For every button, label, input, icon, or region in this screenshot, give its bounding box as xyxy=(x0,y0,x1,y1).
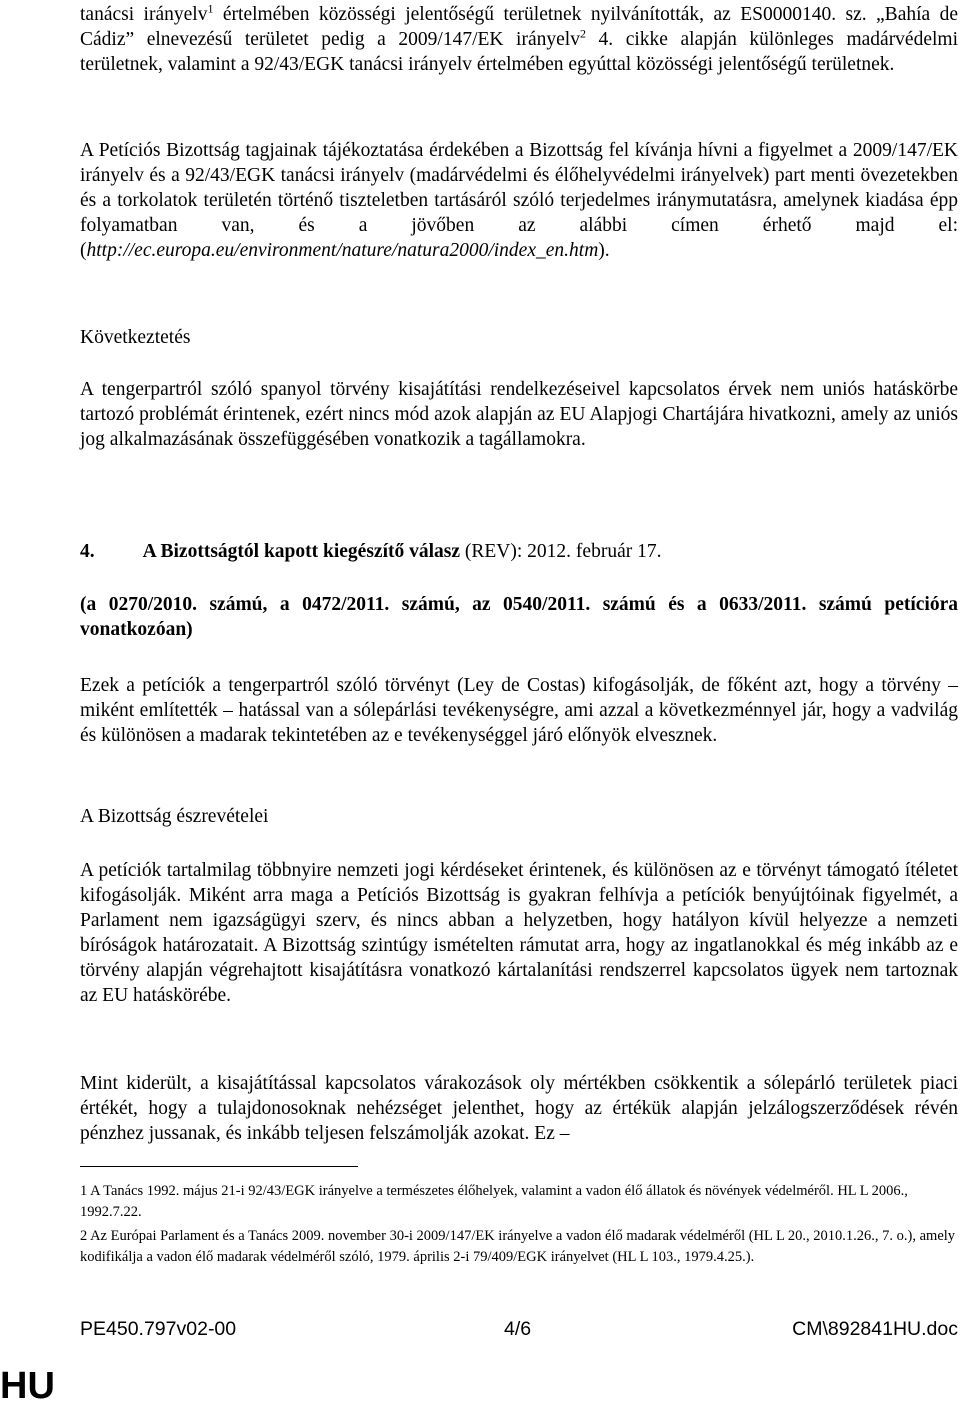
footer-page-number: 4/6 xyxy=(504,1318,532,1340)
paragraph-4 xyxy=(80,673,958,748)
p5-text: A petíciók tartalmilag többnyire nemzeti jogi kérdéseket érintenek, és különösen az e törvényt támogató ítéletet kifogásolják. Miként arra maga a Petíciós Bizottság is gyakran felhívja a petíciók benyújtóinak figyelmét, a Parlament nem igazságügyi szerv, és nincs abban a helyzetben, hogy hatályon kívül helyezze a nemzeti bíróságok határozatait. A Bizottság szintúgy ismételten rámutat arra, hogy az ingatlanokkal és még inkább az e törvény alapján végrehajtott kisajátításra vonatkozó kártalanítási rendszerrel kapcsolatos ügyek nem tartoznak az EU hatáskörébe. xyxy=(80,860,958,1006)
footnote-separator xyxy=(80,1166,358,1167)
paragraph-1 xyxy=(80,2,958,77)
section-number: 4. xyxy=(80,541,95,562)
section-4-subtitle xyxy=(80,592,958,642)
footnote-2: 2 Az Európai Parlament és a Tanács 2009. november 30-i 2009/147/EK irányelve a vadon élő madarak védelméről (HL L 20., 2010.1.26., 7. o.), amely kodifikálja a vadon élő madarak védelméről szóló, 1979. április 2-i 79/409/EGK irányelvet (HL L 103., 1979.4.25.). xyxy=(80,1228,956,1265)
footer-file-name: CM\892841HU.doc xyxy=(792,1318,958,1340)
section-date: (REV): 2012. február 17. xyxy=(460,541,662,562)
natura2000-link[interactable]: http://ec.europa.eu/environment/nature/natura2000/index_en.htm xyxy=(86,240,599,261)
p1-text-a: tanácsi irányelv xyxy=(80,4,208,25)
p1-text-c: 4. cikke alapján különleges madárvédelmi területnek, valamint a 92/43/EGK tanácsi irányelv értelmében egyúttal közösségi jelentőségű területnek. xyxy=(80,29,958,75)
language-code: HU xyxy=(0,1365,55,1407)
footnote-ref-1[interactable]: 1 xyxy=(207,1,214,16)
p6-text: Mint kiderült, a kisajátítással kapcsolatos várakozások oly mértékben csökkentik a sólepárló területek piaci értékét, hogy a tulajdonosoknak nehézséget jelenthet, hogy az értékük alapján jelzálogszerződések révén pénzhez jussanak, és inkább teljesen felszámolják azokat. Ez – xyxy=(80,1073,958,1144)
footnote-1: 1 A Tanács 1992. május 21-i 92/43/EGK irányelve a természetes élőhelyek, valamint a vadon élő állatok és növények védelméről. HL L 2006., 1992.7.22. xyxy=(80,1183,908,1220)
p2-end: ). xyxy=(598,240,610,261)
heading-kovetkeztetes: Következtetés xyxy=(80,327,191,348)
footnote-ref-2[interactable]: 2 xyxy=(579,26,586,41)
section-4-heading xyxy=(80,539,958,564)
paragraph-2 xyxy=(80,138,958,263)
footer-doc-ref: PE450.797v02-00 xyxy=(80,1318,237,1340)
paragraph-5 xyxy=(80,858,958,1008)
p1-text-b: értelmében közösségi jelentőségű területnek nyilvánították, az ES0000140. sz. „Bahía de Cádiz” elnevezésű területet pedig a 2009/147/EK irányelv xyxy=(80,4,958,50)
p4-text: Ezek a petíciók a tengerpartról szóló törvényt (Ley de Costas) kifogásolják, de főként azt, hogy a törvény – miként említették – hatással van a sólepárlási tevékenységre, ami azzal a következménnyel jár, hogy a vadvilág és különösen a madarak tekintetében az e tevékenységgel járó előnyök elvesznek. xyxy=(80,675,958,746)
subtitle-text: (a 0270/2010. számú, a 0472/2011. számú, az 0540/2011. számú és a 0633/2011. számú petícióra vonatkozóan) xyxy=(80,594,958,640)
footnotes xyxy=(80,1181,958,1268)
paragraph-6 xyxy=(80,1071,958,1146)
heading-eszrevetelek: A Bizottság észrevételei xyxy=(80,806,269,827)
p2-text: A Petíciós Bizottság tagjainak tájékoztatása érdekében a Bizottság fel kívánja hívni a figyelmet a 2009/147/EK irányelv és a 92/43/EGK tanácsi irányelv (madárvédelmi és élőhelyvédelmi irányelvek) part menti övezetekben és a torkolatok területén történő tiszteletben tartásáról szóló terjedelmes iránymutatásra, amelynek kiadása épp folyamatban van, és a jövőben az alábbi címen érhető majd el: ( xyxy=(80,140,958,261)
paragraph-3 xyxy=(80,377,958,452)
section-title: A Bizottságtól kapott kiegészítő válasz xyxy=(142,541,461,562)
p3-text: A tengerpartról szóló spanyol törvény kisajátítási rendelkezéseivel kapcsolatos érvek nem uniós hatáskörbe tartozó problémát érintenek, ezért nincs mód azok alapján az EU Alapjogi Chartájára hivatkozni, amely az uniós jog alkalmazásának összefüggésében vonatkozik a tagállamokra. xyxy=(80,379,958,450)
